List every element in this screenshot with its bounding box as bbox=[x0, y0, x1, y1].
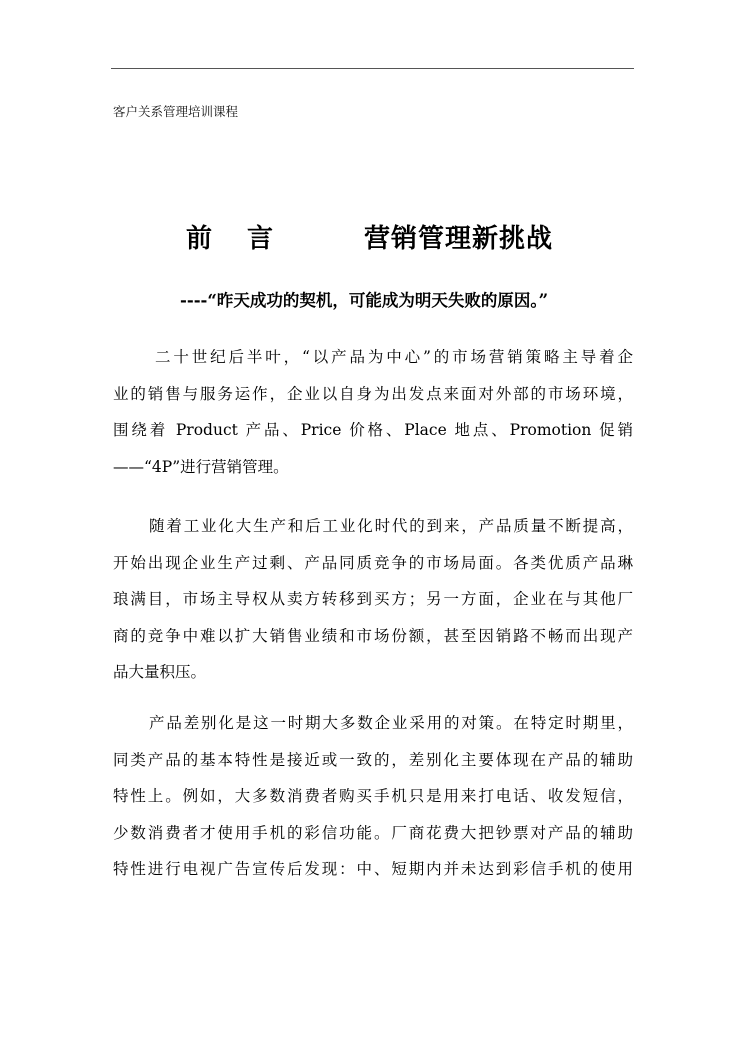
epigraph-quote: ----“昨天成功的契机，可能成为明天失败的原因。” bbox=[180, 291, 549, 310]
paragraph-line: 特性进行电视广告宣传后发现：中、短期内并未达到彩信手机的使用 bbox=[113, 860, 633, 878]
preface-char-2: 言 bbox=[247, 224, 275, 254]
paragraph-line: 品大量积压。 bbox=[113, 663, 207, 681]
paragraph-line: 围绕着 Product 产品、Price 价格、Place 地点、Promotion 促销 bbox=[113, 421, 633, 439]
paragraph-line: 同类产品的基本特性是接近或一致的，差别化主要体现在产品的辅助 bbox=[113, 750, 633, 769]
paragraph-2 bbox=[113, 508, 633, 691]
paragraph-3 bbox=[113, 705, 633, 888]
paragraph-line: 少数消费者才使用手机的彩信功能。厂商花费大把钞票对产品的辅助 bbox=[113, 823, 633, 842]
paragraph-line: 业的销售与服务运作，企业以自身为出发点来面对外部的市场环境， bbox=[113, 384, 633, 403]
paragraph-line: 随着工业化大生产和后工业化时代的到来，产品质量不断提高， bbox=[149, 517, 633, 535]
header-rule bbox=[111, 68, 634, 69]
paragraph-line: 产品差别化是这一时期大多数企业采用的对策。在特定时期里， bbox=[149, 714, 633, 732]
paragraph-line: 二十世纪后半叶，“以产品为中心”的市场营销策略主导着企 bbox=[155, 348, 633, 366]
paragraph-line: 商的竞争中难以扩大销售业绩和市场份额，甚至因销路不畅而出现产 bbox=[113, 626, 633, 645]
preface-heading bbox=[186, 218, 274, 255]
paragraph-1 bbox=[113, 339, 633, 485]
paragraph-line: ——“4P”进行营销管理。 bbox=[113, 457, 289, 476]
paragraph-line: 开始出现企业生产过剩、产品同质竞争的市场局面。各类优质产品琳 bbox=[113, 553, 633, 572]
preface-char-1: 前 bbox=[186, 224, 214, 254]
paragraph-line: 琅满目，市场主导权从卖方转移到买方；另一方面，企业在与其他厂 bbox=[113, 590, 633, 608]
page-title: 营销管理新挑战 bbox=[364, 224, 554, 254]
paragraph-line: 特性上。例如，大多数消费者购买手机只是用来打电话、收发短信， bbox=[113, 787, 633, 805]
document-header: 客户关系管理培训课程 bbox=[113, 104, 239, 119]
